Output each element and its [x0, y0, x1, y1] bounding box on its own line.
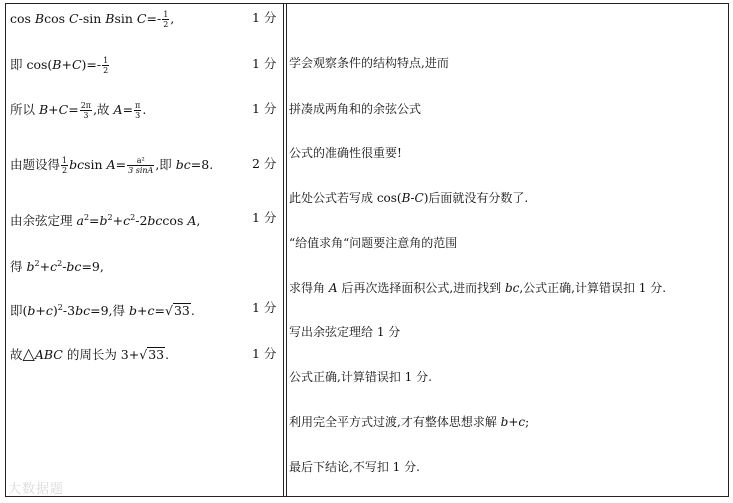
- numerator: 1: [103, 56, 109, 65]
- text: +: [136, 303, 148, 319]
- text: 后再次选择面积公式,进而找到: [337, 281, 505, 295]
- fraction: [102, 56, 109, 75]
- var: bc: [504, 281, 520, 295]
- sqrt-sign: √: [164, 303, 173, 319]
- step-3: [10, 101, 146, 120]
- var: bc: [66, 259, 82, 275]
- text: cos: [44, 11, 70, 26]
- text: 求得角: [289, 281, 329, 295]
- step-6: [10, 256, 104, 275]
- text: .: [142, 102, 147, 117]
- numerator: 2π: [80, 101, 92, 110]
- column-divider-double: [286, 3, 287, 497]
- exponent: 2: [57, 259, 63, 268]
- text: +: [508, 415, 519, 429]
- column-divider: [283, 3, 284, 497]
- text: =: [115, 157, 127, 172]
- step-4: [10, 156, 213, 175]
- text: ,: [196, 213, 201, 229]
- exponent: 2: [107, 213, 113, 222]
- text: ): [52, 303, 58, 319]
- step-8: [10, 346, 169, 363]
- var: c: [45, 303, 53, 319]
- text: =8.: [190, 157, 214, 172]
- var: C: [136, 11, 147, 26]
- numerator: π: [135, 101, 141, 110]
- var: b: [99, 213, 108, 229]
- var: B: [34, 11, 45, 26]
- text: 由余弦定理: [10, 213, 77, 229]
- fraction: [80, 101, 92, 120]
- text: -sin: [78, 11, 106, 26]
- var: bc: [175, 157, 191, 172]
- text: =9,: [81, 259, 104, 275]
- text: 故: [10, 347, 23, 362]
- note-5: “给值求角“问题要注意角的范围: [289, 236, 458, 250]
- fraction: [61, 156, 68, 175]
- var: a: [76, 213, 84, 229]
- radicand: 33: [173, 303, 190, 319]
- var: c: [147, 303, 155, 319]
- exponent: 2: [130, 213, 136, 222]
- note-9: [289, 414, 529, 430]
- text: +: [61, 57, 72, 72]
- score-5: 1 分: [252, 210, 277, 225]
- text: =: [154, 303, 165, 319]
- note-7: 写出余弦定理给 1 分: [289, 325, 401, 339]
- fraction: [162, 10, 169, 29]
- note-6: [289, 280, 666, 296]
- text: +: [35, 303, 46, 319]
- text: 得: [10, 259, 27, 275]
- text: =: [122, 102, 134, 117]
- denominator: 2: [62, 166, 68, 175]
- text: ,故: [93, 102, 114, 117]
- score-2: 1 分: [252, 56, 277, 71]
- var: c: [50, 259, 58, 275]
- var: c: [518, 415, 526, 429]
- var: B: [38, 102, 49, 117]
- text: 的周长为 3+: [62, 347, 140, 362]
- radicand: 33: [148, 347, 165, 362]
- note-2: 拼凑成两角和的余弦公式: [289, 102, 422, 116]
- var: c: [123, 213, 131, 229]
- note-3: 公式的准确性很重要!: [289, 146, 402, 160]
- step-7: [10, 300, 195, 319]
- var: A: [106, 157, 116, 172]
- text: 即 cos(: [10, 57, 53, 72]
- fraction: [134, 101, 141, 120]
- denominator: 2: [103, 66, 109, 75]
- var: bc: [75, 303, 91, 319]
- triangle-symbol: △: [22, 344, 35, 363]
- step-1: [10, 10, 174, 29]
- text: cos: [162, 213, 188, 229]
- text: -3: [62, 303, 76, 319]
- var: bc: [147, 213, 163, 229]
- denominator: 3 sinA: [128, 166, 154, 175]
- step-2: [10, 56, 110, 75]
- numerator: a²: [127, 156, 154, 166]
- var: A: [113, 102, 123, 117]
- text: .: [190, 303, 195, 319]
- step-5: [10, 210, 200, 229]
- text: =: [89, 213, 100, 229]
- text: .: [165, 347, 170, 362]
- var: A: [328, 281, 338, 295]
- var: bc: [69, 157, 85, 172]
- var: B: [52, 57, 62, 72]
- text: )后面就没有分数了.: [423, 191, 529, 205]
- text: +: [39, 259, 51, 275]
- text: -2: [135, 213, 148, 229]
- var: A: [187, 213, 197, 229]
- text: 由题设得: [10, 157, 61, 172]
- text: =9,得: [90, 303, 129, 319]
- denominator: 3: [135, 111, 141, 120]
- text: sin: [84, 157, 107, 172]
- score-6: 1 分: [252, 300, 277, 315]
- text: ,公式正确,计算错误扣 1 分.: [519, 281, 667, 295]
- var: C: [58, 102, 69, 117]
- text: ,: [170, 11, 175, 26]
- text: =: [68, 102, 79, 117]
- var: ABC: [34, 347, 63, 362]
- numerator: 1: [62, 156, 68, 165]
- text: cos: [10, 11, 35, 26]
- text: +: [48, 102, 59, 117]
- numerator: 1: [163, 10, 169, 19]
- var: C: [414, 191, 424, 205]
- note-4: [289, 190, 528, 206]
- text: 利用完全平方式过渡,才有整体思想求解: [289, 415, 501, 429]
- sqrt-sign: √: [139, 347, 148, 362]
- text: -: [410, 191, 415, 205]
- note-10: 最后下结论,不写扣 1 分.: [289, 460, 420, 474]
- text: -: [62, 259, 67, 275]
- score-1: 1 分: [252, 10, 277, 25]
- text: 此处公式若写成 cos(: [289, 191, 402, 205]
- score-7: 1 分: [252, 346, 277, 361]
- text: sin: [114, 11, 137, 26]
- text: =-: [146, 11, 162, 26]
- var: b: [27, 303, 36, 319]
- exponent: 2: [83, 213, 90, 222]
- denominator: 3: [83, 111, 89, 120]
- var: B: [105, 11, 115, 26]
- score-3: 1 分: [252, 101, 277, 116]
- text: 所以: [10, 102, 39, 117]
- var: C: [71, 57, 82, 72]
- score-4: 2 分: [252, 156, 277, 171]
- exponent: 2: [34, 259, 40, 268]
- exponent: 2: [57, 303, 63, 312]
- var: b: [26, 259, 35, 275]
- text: 即(: [10, 303, 28, 319]
- var: b: [500, 415, 509, 429]
- var: B: [401, 191, 411, 205]
- watermark: 大数据题: [8, 482, 65, 497]
- text: )=-: [81, 57, 102, 72]
- var: b: [128, 303, 137, 319]
- text: ,即: [155, 157, 176, 172]
- note-8: 公式正确,计算错误扣 1 分.: [289, 370, 432, 384]
- note-1: 学会观察条件的结构特点,进而: [289, 56, 449, 70]
- text: +: [112, 213, 124, 229]
- denominator: 2: [163, 20, 169, 29]
- var: C: [69, 11, 79, 26]
- fraction: [127, 156, 154, 175]
- text: ;: [525, 415, 530, 429]
